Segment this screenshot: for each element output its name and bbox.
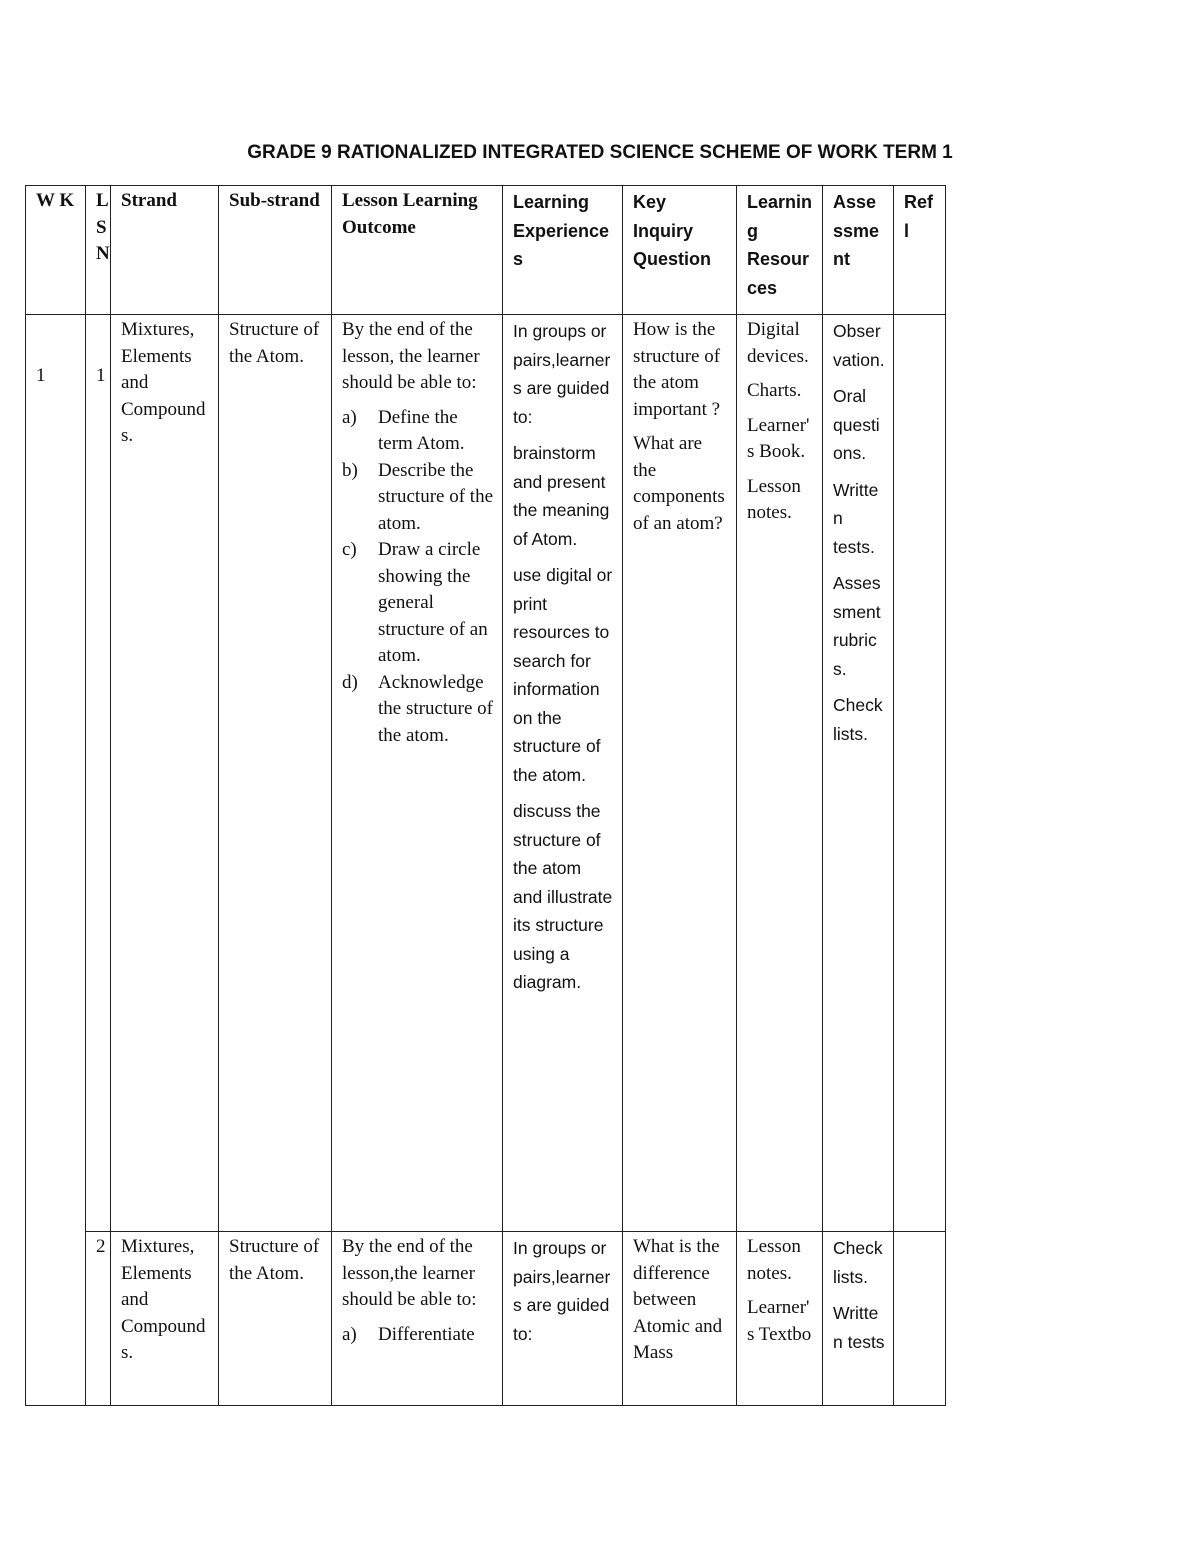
- outcome-intro: By the end of the lesson,the learner should be able to:: [342, 1236, 477, 1310]
- outcome-list: [342, 405, 494, 750]
- cell-strand: Mixtures, Elements and Compounds.: [111, 1232, 219, 1406]
- list-item: b) Describe the structure of the atom.: [342, 459, 494, 534]
- cell-inquiry: What is the difference between Atomic and Mass: [623, 1232, 737, 1406]
- cell-lsn: 2: [86, 1232, 111, 1406]
- page-title: GRADE 9 RATIONALIZED INTEGRATED SCIENCE SCHEME OF WORK TERM 1: [247, 142, 953, 163]
- header-refl: Refl: [894, 186, 946, 315]
- cell-substrand: Structure of the Atom.: [219, 315, 332, 1232]
- header-row: [26, 186, 946, 315]
- list-item: c) Draw a circle showing the general structure of an atom.: [342, 539, 488, 666]
- outcome-intro: By the end of the lesson, the learner should be able to:: [342, 319, 480, 393]
- cell-resources: Lesson notes. Learner's Textbo: [737, 1232, 823, 1406]
- header-strand: Strand: [111, 186, 219, 315]
- list-item: a) Differentiate: [342, 1323, 475, 1345]
- cell-assessment: Observation. Oral questions. Written tests. Assessment rubrics. Checklists.: [823, 315, 894, 1232]
- header-experiences: Learning Experiences: [503, 186, 623, 315]
- cell-inquiry: How is the structure of the atom important ? What are the components of an atom?: [623, 315, 737, 1232]
- header-lsn: L S N: [86, 186, 111, 315]
- header-wk: W K: [26, 186, 86, 315]
- cell-resources: Digital devices. Charts. Learner's Book. Lesson notes.: [737, 315, 823, 1232]
- cell-substrand: Structure of the Atom.: [219, 1232, 332, 1406]
- cell-experiences: In groups or pairs,learners are guided to:: [503, 1232, 623, 1406]
- table-row: [26, 315, 946, 1232]
- scheme-of-work-table: [25, 185, 946, 1406]
- header-outcome: Lesson Learning Outcome: [332, 186, 503, 315]
- cell-lsn: 1: [86, 315, 111, 1232]
- cell-wk: 1: [26, 315, 86, 1406]
- list-item: d) Acknowledge the structure of the atom.: [342, 671, 494, 746]
- cell-refl: [894, 1232, 946, 1406]
- list-item: a) Define the term Atom.: [342, 406, 465, 454]
- cell-experiences: In groups or pairs,learners are guided to: brainstorm and present the meaning of Atom. use digital or print resources to search for information on the structure of the atom. discuss the structure of the atom and illustrate its structure using a diagram.: [503, 315, 623, 1232]
- cell-assessment: Checklists. Written tests: [823, 1232, 894, 1406]
- header-assessment: Assessment: [823, 186, 894, 315]
- cell-strand: Mixtures, Elements and Compounds.: [111, 315, 219, 1232]
- cell-refl: [894, 315, 946, 1232]
- header-inquiry: Key Inquiry Question: [623, 186, 737, 315]
- outcome-list: [342, 1322, 494, 1349]
- cell-outcome: [332, 315, 503, 1232]
- table-row: [26, 1232, 946, 1406]
- header-substrand: Sub-strand: [219, 186, 332, 315]
- header-resources: Learning Resources: [737, 186, 823, 315]
- cell-outcome: [332, 1232, 503, 1406]
